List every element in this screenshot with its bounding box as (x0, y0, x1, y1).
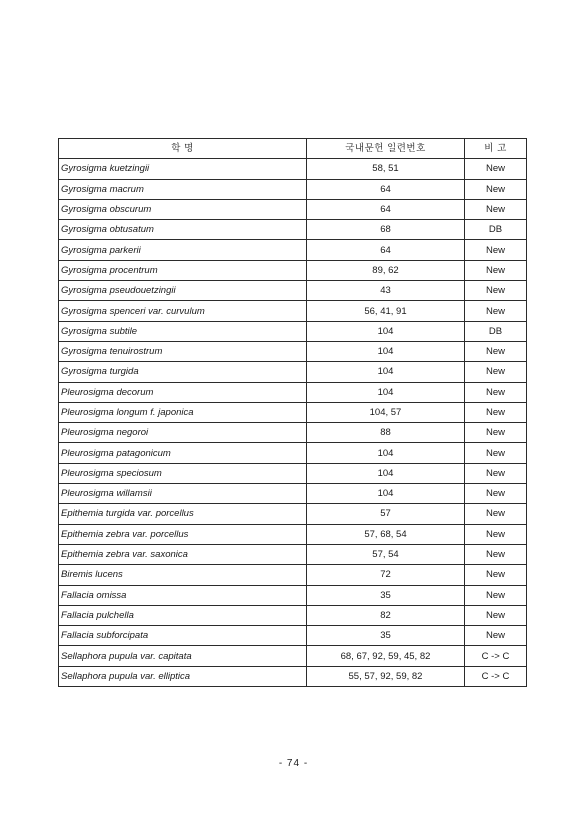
cell-reference-number: 57 (307, 504, 465, 524)
cell-scientific-name: Gyrosigma turgida (59, 362, 307, 382)
cell-reference-number: 89, 62 (307, 260, 465, 280)
table-row (59, 605, 527, 625)
cell-reference-number: 68, 67, 92, 59, 45, 82 (307, 646, 465, 666)
cell-note: DB (465, 220, 527, 240)
cell-scientific-name: Biremis lucens (59, 565, 307, 585)
cell-reference-number: 104 (307, 362, 465, 382)
cell-scientific-name: Gyrosigma macrum (59, 179, 307, 199)
table-header-row (59, 139, 527, 159)
cell-reference-number: 35 (307, 626, 465, 646)
cell-reference-number: 64 (307, 240, 465, 260)
table-row (59, 301, 527, 321)
cell-note: New (465, 159, 527, 179)
cell-scientific-name: Pleurosigma patagonicum (59, 443, 307, 463)
cell-reference-number: 55, 57, 92, 59, 82 (307, 666, 465, 686)
table-row (59, 382, 527, 402)
cell-reference-number: 104 (307, 463, 465, 483)
cell-scientific-name: Gyrosigma obscurum (59, 199, 307, 219)
cell-scientific-name: Gyrosigma spenceri var. curvulum (59, 301, 307, 321)
cell-note: New (465, 443, 527, 463)
table-row (59, 565, 527, 585)
cell-scientific-name: Gyrosigma obtusatum (59, 220, 307, 240)
table-row (59, 220, 527, 240)
page-number: - 74 - (278, 758, 309, 769)
cell-reference-number: 104 (307, 341, 465, 361)
cell-reference-number: 35 (307, 585, 465, 605)
cell-note: New (465, 240, 527, 260)
table-body (59, 159, 527, 687)
cell-reference-number: 104 (307, 321, 465, 341)
cell-scientific-name: Fallacia subforcipata (59, 626, 307, 646)
cell-note: DB (465, 321, 527, 341)
table-row (59, 463, 527, 483)
cell-scientific-name: Epithemia turgida var. porcellus (59, 504, 307, 524)
cell-reference-number: 58, 51 (307, 159, 465, 179)
cell-reference-number: 64 (307, 179, 465, 199)
cell-note: New (465, 362, 527, 382)
cell-note: New (465, 179, 527, 199)
cell-reference-number: 57, 54 (307, 544, 465, 564)
cell-scientific-name: Fallacia pulchella (59, 605, 307, 625)
cell-note: New (465, 402, 527, 422)
cell-scientific-name: Pleurosigma speciosum (59, 463, 307, 483)
cell-note: New (465, 423, 527, 443)
cell-reference-number: 64 (307, 199, 465, 219)
cell-scientific-name: Gyrosigma tenuirostrum (59, 341, 307, 361)
cell-scientific-name: Epithemia zebra var. saxonica (59, 544, 307, 564)
cell-note: New (465, 544, 527, 564)
cell-reference-number: 88 (307, 423, 465, 443)
header-scientific-name: 학 명 (59, 139, 307, 159)
cell-scientific-name: Gyrosigma subtile (59, 321, 307, 341)
cell-scientific-name: Sellaphora pupula var. elliptica (59, 666, 307, 686)
cell-note: New (465, 605, 527, 625)
cell-note: C -> C (465, 646, 527, 666)
table-row (59, 240, 527, 260)
cell-note: New (465, 382, 527, 402)
table-row (59, 443, 527, 463)
cell-note: New (465, 260, 527, 280)
table-row (59, 281, 527, 301)
table-row (59, 423, 527, 443)
table-row (59, 362, 527, 382)
table-row (59, 666, 527, 686)
table-row (59, 524, 527, 544)
cell-reference-number: 104 (307, 382, 465, 402)
cell-note: New (465, 524, 527, 544)
cell-note: New (465, 585, 527, 605)
table-row (59, 646, 527, 666)
cell-scientific-name: Fallacia omissa (59, 585, 307, 605)
cell-scientific-name: Epithemia zebra var. porcellus (59, 524, 307, 544)
cell-note: New (465, 504, 527, 524)
cell-note: New (465, 341, 527, 361)
header-note: 비 고 (465, 139, 527, 159)
table-row (59, 402, 527, 422)
table-row (59, 341, 527, 361)
cell-reference-number: 104 (307, 443, 465, 463)
cell-scientific-name: Gyrosigma procentrum (59, 260, 307, 280)
cell-reference-number: 43 (307, 281, 465, 301)
cell-scientific-name: Sellaphora pupula var. capitata (59, 646, 307, 666)
species-table (58, 138, 527, 687)
cell-note: New (465, 626, 527, 646)
cell-reference-number: 68 (307, 220, 465, 240)
table-row (59, 626, 527, 646)
cell-reference-number: 104 (307, 484, 465, 504)
cell-note: New (465, 484, 527, 504)
cell-note: New (465, 301, 527, 321)
cell-reference-number: 57, 68, 54 (307, 524, 465, 544)
table-row (59, 179, 527, 199)
cell-reference-number: 82 (307, 605, 465, 625)
header-reference-number: 국내문헌 일련번호 (307, 139, 465, 159)
cell-note: New (465, 565, 527, 585)
cell-reference-number: 56, 41, 91 (307, 301, 465, 321)
cell-scientific-name: Gyrosigma pseudouetzingii (59, 281, 307, 301)
table-row (59, 504, 527, 524)
cell-note: New (465, 281, 527, 301)
cell-note: C -> C (465, 666, 527, 686)
cell-scientific-name: Pleurosigma negoroi (59, 423, 307, 443)
cell-note: New (465, 199, 527, 219)
table-row (59, 585, 527, 605)
table-row (59, 260, 527, 280)
table-row (59, 321, 527, 341)
cell-reference-number: 72 (307, 565, 465, 585)
table-row (59, 159, 527, 179)
cell-scientific-name: Pleurosigma longum f. japonica (59, 402, 307, 422)
cell-scientific-name: Gyrosigma parkerii (59, 240, 307, 260)
cell-scientific-name: Pleurosigma willamsii (59, 484, 307, 504)
cell-reference-number: 104, 57 (307, 402, 465, 422)
table-row (59, 199, 527, 219)
table-row (59, 544, 527, 564)
cell-scientific-name: Pleurosigma decorum (59, 382, 307, 402)
cell-scientific-name: Gyrosigma kuetzingii (59, 159, 307, 179)
table-row (59, 484, 527, 504)
cell-note: New (465, 463, 527, 483)
